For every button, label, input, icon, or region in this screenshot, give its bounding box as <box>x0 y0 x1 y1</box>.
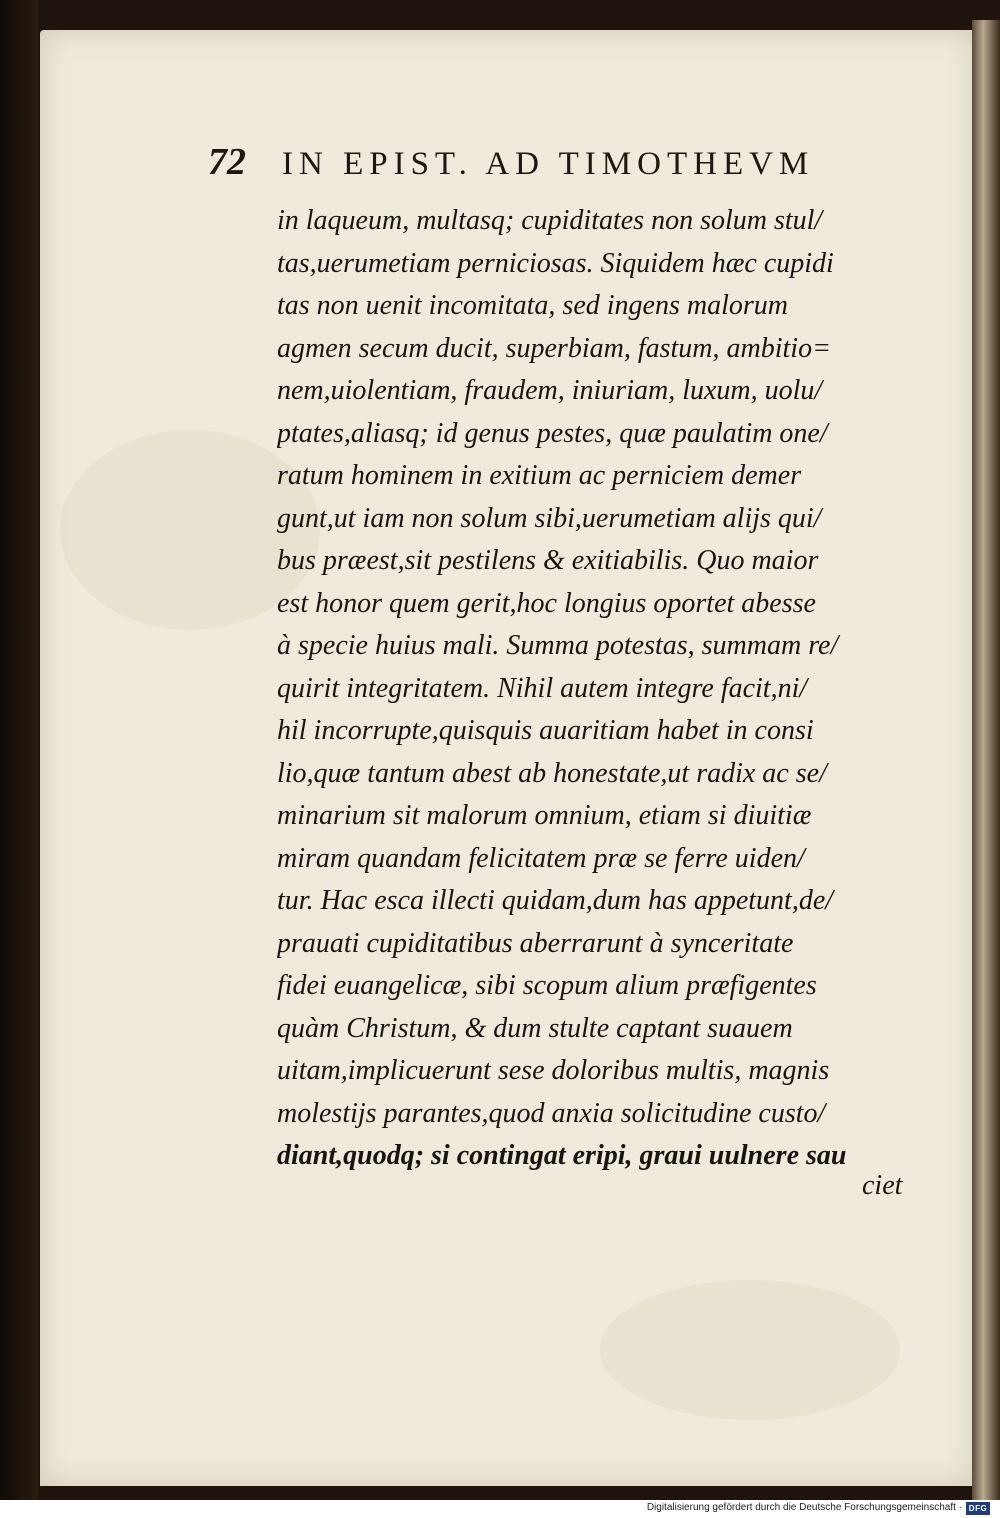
text-line: hil incorrupte,quisquis auaritiam habet in consi <box>277 715 814 746</box>
funding-credit: Digitalisierung gefördert durch die Deutsche Forschungsgemeinschaft · <box>646 1502 962 1513</box>
text-line: diant,quodq; si contingat eripi, graui uulnere sau <box>277 1140 847 1171</box>
text-line: ptates,aliasq; id genus pestes, quæ paulatim one/ <box>277 417 828 449</box>
text-line: quirit integritatem. Nihil autem integre facit,ni/ <box>277 672 808 704</box>
text-line: tas,uerumetiam perniciosas. Siquidem hæc cupidi <box>277 247 834 279</box>
text-line: in laqueum, multasq; cupiditates non solum stul/ <box>277 205 823 236</box>
text-line: molestijs parantes,quod anxia solicitudine custo/ <box>277 1097 826 1129</box>
page-number: 72 <box>208 141 246 183</box>
text-line: agmen secum ducit, superbiam, fastum, ambitio= <box>277 332 831 364</box>
running-head <box>208 140 918 184</box>
paper-stain <box>600 1280 900 1420</box>
text-line: bus præest,sit pestilens & exitiabilis. Quo maior <box>277 545 819 576</box>
text-line: prauati cupiditatibus aberrarunt à synceritate <box>277 927 794 959</box>
text-line: ratum hominem in exitium ac perniciem demer <box>277 460 802 491</box>
text-line: uitam,implicuerunt sese doloribus multis, magnis <box>277 1055 830 1086</box>
text-line: fidei euangelicæ, sibi scopum alium præfigentes <box>277 970 817 1001</box>
text-line: miram quandam felicitatem præ se ferre uiden/ <box>277 842 805 874</box>
text-line: lio,quæ tantum abest ab honestate,ut radix ac se/ <box>277 757 827 789</box>
dfg-logo-icon: DFG <box>966 1502 990 1515</box>
body-text <box>277 200 927 1178</box>
text-line: nem,uiolentiam, fraudem, iniuriam, luxum, uolu/ <box>277 375 823 406</box>
catchword: ciet <box>862 1170 903 1201</box>
text-line: à specie huius mali. Summa potestas, summam re/ <box>277 630 839 661</box>
text-line: tas non uenit incomitata, sed ingens malorum <box>277 290 788 321</box>
header-title: IN EPIST. AD TIMOTHEVM <box>282 146 815 182</box>
text-line: quàm Christum, & dum stulte captant suauem <box>277 1012 793 1044</box>
text-line: tur. Hac esca illecti quidam,dum has appetunt,de/ <box>277 885 834 916</box>
text-line: minarium sit malorum omnium, etiam si diuitiæ <box>277 800 812 831</box>
text-line: est honor quem gerit,hoc longius oportet abesse <box>277 587 816 619</box>
text-line: gunt,ut iam non solum sibi,uerumetiam alijs qui/ <box>277 502 822 534</box>
